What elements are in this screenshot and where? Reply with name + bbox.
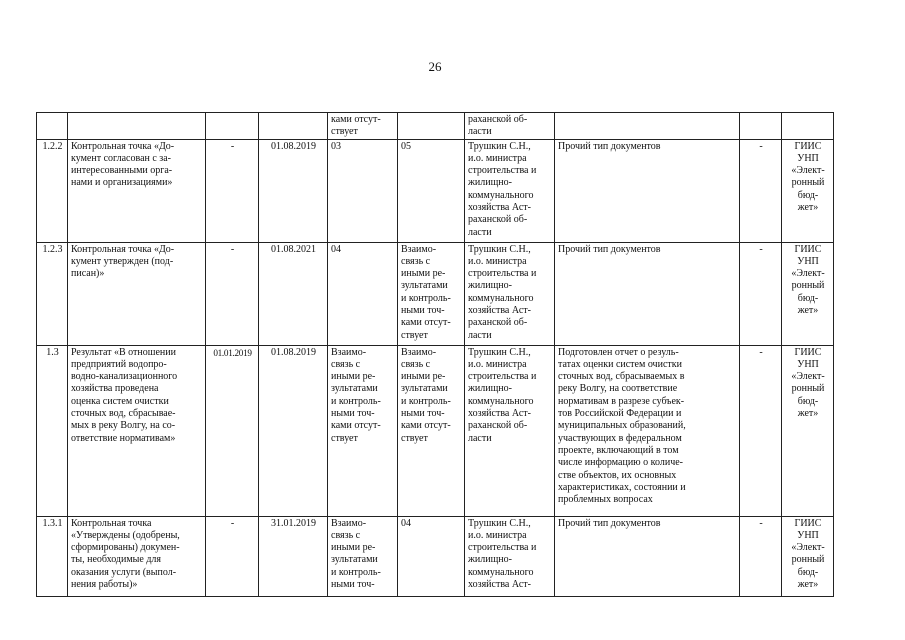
row-number: 1.3.1 xyxy=(37,516,68,596)
plan-table xyxy=(36,112,834,597)
row-end-date: 31.01.2019 xyxy=(259,516,328,596)
row-end-date xyxy=(259,113,328,140)
row-predecessor: 03 xyxy=(328,139,398,242)
row-level: - xyxy=(740,242,782,345)
row-name: Контрольная точка «До- кумент согласован с за- интересованными орга- нами и организациями» xyxy=(68,139,206,242)
row-predecessor: Взаимо- связь с иными ре- зультатами и контроль- ными точ- ками отсут- ствует xyxy=(328,345,398,516)
row-start-date: - xyxy=(206,516,259,596)
row-successor xyxy=(398,113,465,140)
row-start-date: - xyxy=(206,242,259,345)
row-successor: 05 xyxy=(398,139,465,242)
page-number: 26 xyxy=(428,59,442,74)
row-document: Прочий тип документов xyxy=(555,516,740,596)
row-level xyxy=(740,113,782,140)
row-document: Прочий тип документов xyxy=(555,242,740,345)
row-name: Контрольная точка «До- кумент утвержден (под- писан)» xyxy=(68,242,206,345)
row-end-date: 01.08.2021 xyxy=(259,242,328,345)
row-document: Прочий тип документов xyxy=(555,139,740,242)
row-start-date xyxy=(206,113,259,140)
row-successor: Взаимо- связь с иными ре- зультатами и контроль- ными точ- ками отсут- ствует xyxy=(398,345,465,516)
row-responsible: Трушкин С.Н., и.о. министра строительства и жилищно- коммунального хозяйства Аст- раханской об- ласти xyxy=(465,242,555,345)
row-number xyxy=(37,113,68,140)
row-start-date: 01.01.2019 xyxy=(206,345,259,516)
row-system xyxy=(782,113,834,140)
row-name: Результат «В отношении предприятий водопро- водно-канализационного хозяйства проведена оценка систем очистки сточных вод, сбрасывае- мых в реку Волгу, на со- ответствие нормативам» xyxy=(68,345,206,516)
row-end-date: 01.08.2019 xyxy=(259,345,328,516)
row-number: 1.2.2 xyxy=(37,139,68,242)
row-system: ГИИС УНП «Элект- ронный бюд- жет» xyxy=(782,516,834,596)
row-successor: 04 xyxy=(398,516,465,596)
row-start-date: - xyxy=(206,139,259,242)
row-predecessor: Взаимо- связь с иными ре- зультатами и контроль- ными точ- xyxy=(328,516,398,596)
table-row xyxy=(37,113,834,140)
row-responsible: Трушкин С.Н., и.о. министра строительства и жилищно- коммунального хозяйства Аст- xyxy=(465,516,555,596)
table-row xyxy=(37,516,834,596)
row-end-date: 01.08.2019 xyxy=(259,139,328,242)
row-number: 1.2.3 xyxy=(37,242,68,345)
row-number: 1.3 xyxy=(37,345,68,516)
row-responsible: Трушкин С.Н., и.о. министра строительства и жилищно- коммунального хозяйства Аст- раханской об- ласти xyxy=(465,345,555,516)
table-row xyxy=(37,242,834,345)
row-system: ГИИС УНП «Элект- ронный бюд- жет» xyxy=(782,345,834,516)
row-level: - xyxy=(740,345,782,516)
row-level: - xyxy=(740,139,782,242)
row-system: ГИИС УНП «Элект- ронный бюд- жет» xyxy=(782,242,834,345)
row-successor: Взаимо- связь с иными ре- зультатами и контроль- ными точ- ками отсут- ствует xyxy=(398,242,465,345)
row-responsible: раханской об- ласти xyxy=(465,113,555,140)
table-row xyxy=(37,139,834,242)
row-responsible: Трушкин С.Н., и.о. министра строительства и жилищно- коммунального хозяйства Аст- раханской об- ласти xyxy=(465,139,555,242)
table-row xyxy=(37,345,834,516)
row-name xyxy=(68,113,206,140)
row-document: Подготовлен отчет о резуль- татах оценки систем очистки сточных вод, сбрасываемых в реку Волгу, на соответствие нормативам в разрезе субъек- тов Российской Федерации и муниципальных образований, участвующих в федеральном проекте, включающий в том числе информацию о количе- стве объектов, их основных характеристиках, состоянии и проблемных вопросах xyxy=(555,345,740,516)
row-system: ГИИС УНП «Элект- ронный бюд- жет» xyxy=(782,139,834,242)
row-predecessor: ками отсут- ствует xyxy=(328,113,398,140)
row-name: Контрольная точка «Утверждены (одобрены, сформированы) докумен- ты, необходимые для оказания услуги (выпол- нения работы)» xyxy=(68,516,206,596)
row-level: - xyxy=(740,516,782,596)
row-predecessor: 04 xyxy=(328,242,398,345)
row-document xyxy=(555,113,740,140)
